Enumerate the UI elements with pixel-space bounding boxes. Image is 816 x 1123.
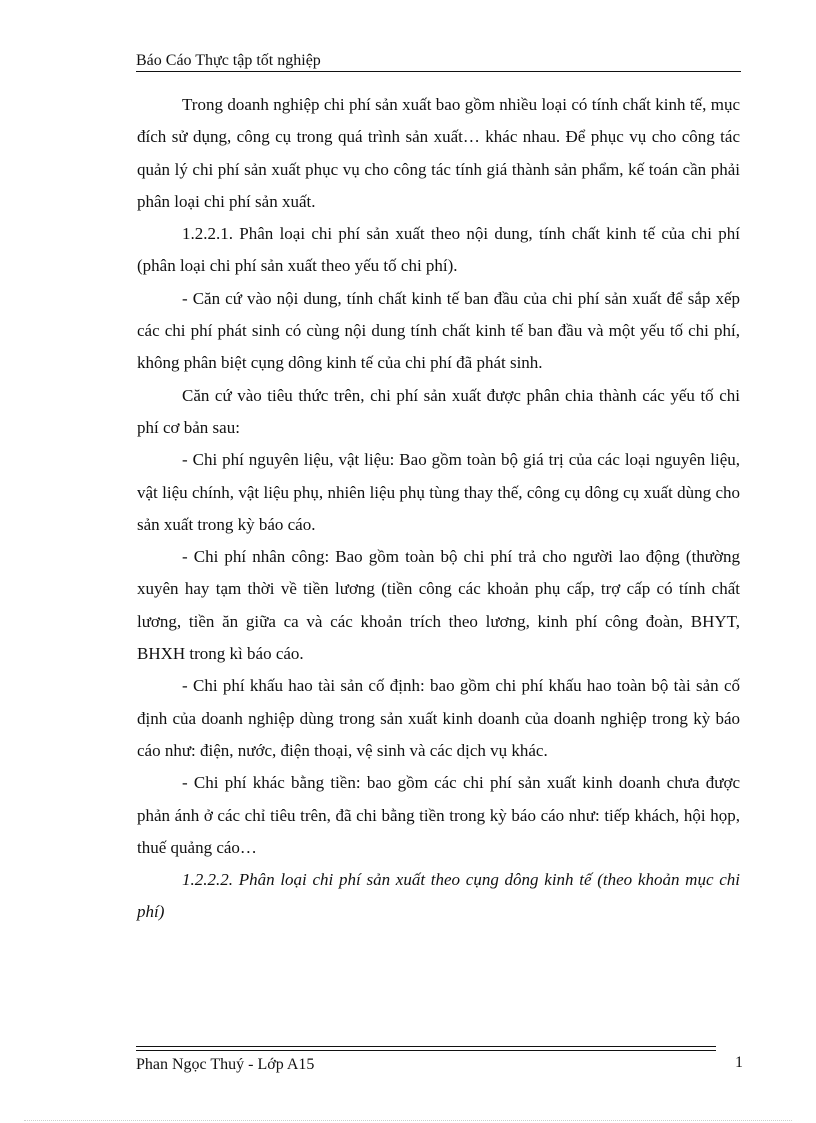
- page-number: 1: [735, 1054, 743, 1071]
- paragraph: Trong doanh nghiệp chi phí sản xuất bao gồm nhiều loại có tính chất kinh tế, mục đích sử dụng, công cụ trong quá trình sản xuất… khác nhau. Để phục vụ cho công tác quản lý chi phí sản xuất phục vụ cho công tác tính giá thành sản phẩm, kế toán cần phải phân loại chi phí sản xuất.: [137, 95, 740, 211]
- paragraph: Căn cứ vào tiêu thức trên, chi phí sản xuất được phân chia thành các yếu tố chi phí cơ bản sau:: [137, 385, 740, 437]
- section-heading-italic: 1.2.2.2. Phân loại chi phí sản xuất theo cụng dông kinh tế (theo khoản mục chi phí): [137, 870, 740, 922]
- list-item: - Chi phí khấu hao tài sản cố định: bao gồm chi phí khấu hao toàn bộ tài sản cố định của doanh nghiệp dùng trong sản xuất kinh doanh của doanh nghiệp trong kỳ báo cáo như: điện, nước, điện thoại, vệ sinh và các dịch vụ khác.: [137, 676, 740, 760]
- footer-divider-top: [136, 1046, 716, 1047]
- page-edge-dots: [24, 1120, 792, 1121]
- page-header: [136, 51, 740, 71]
- paragraph: - Căn cứ vào nội dung, tính chất kinh tế ban đầu của chi phí sản xuất để sắp xếp các chi phí phát sinh có cùng nội dung tính chất kinh tế ban đầu và một yếu tố chi phí, không phân biệt cụng dông kinh tế của chi phí đã phát sinh.: [137, 288, 740, 373]
- footer-divider-bottom: [136, 1050, 716, 1051]
- footer-author: Phan Ngọc Thuý - Lớp A15: [136, 1056, 315, 1073]
- header-divider: [136, 71, 741, 72]
- document-body: [137, 89, 740, 929]
- list-item: - Chi phí khác bằng tiền: bao gồm các chi phí sản xuất kinh doanh chưa được phản ánh ở các chỉ tiêu trên, đã chi bằng tiền trong kỳ báo cáo như: tiếp khách, hội họp, thuế quảng cáo…: [137, 773, 740, 857]
- list-item: - Chi phí nhân công: Bao gồm toàn bộ chi phí trả cho người lao động (thường xuyên hay tạm thời về tiền lương (tiền công các khoản phụ cấp, trợ cấp có tính chất lương, tiền ăn giữa ca và các khoản trích theo lương, kinh phí công đoàn, BHYT, BHXH trong kì báo cáo.: [137, 547, 740, 664]
- list-item: - Chi phí nguyên liệu, vật liệu: Bao gồm toàn bộ giá trị của các loại nguyên liệu, vật liệu chính, vật liệu phụ, nhiên liệu phụ tùng thay thế, công cụ dông cụ xuất dùng cho sản xuất trong kỳ báo cáo.: [137, 450, 740, 534]
- header-title: Báo Cáo Thực tập tốt nghiệp: [136, 52, 321, 69]
- section-heading: 1.2.2.1. Phân loại chi phí sản xuất theo nội dung, tính chất kinh tế của chi phí (phân loại chi phí sản xuất theo yếu tố chi phí).: [137, 224, 740, 276]
